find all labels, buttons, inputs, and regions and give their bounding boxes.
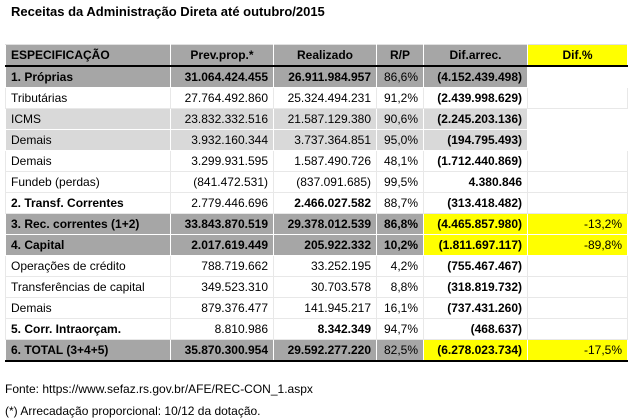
- cell-spec: 4. Capital: [6, 235, 171, 256]
- cell-prev: 8.810.986: [171, 319, 274, 340]
- cell-prev: 2.779.446.696: [171, 193, 274, 214]
- cell-difpct: [528, 256, 628, 277]
- table-row: [6, 214, 628, 235]
- cell-spec: Fundeb (perdas): [6, 172, 171, 193]
- table-row: [6, 66, 628, 88]
- cell-rp: 88,7%: [377, 193, 424, 214]
- cell-difpct: [528, 151, 628, 172]
- cell-prev: 2.017.619.449: [171, 235, 274, 256]
- cell-rp: 4,2%: [377, 256, 424, 277]
- cell-rp: 8,8%: [377, 277, 424, 298]
- cell-rp: 10,2%: [377, 235, 424, 256]
- cell-real: 141.945.217: [274, 298, 377, 319]
- cell-prev: 27.764.492.860: [171, 88, 274, 109]
- cell-difarrec: (4.152.439.498): [424, 66, 528, 88]
- cell-spec: Tributárias: [6, 88, 171, 109]
- cell-prev: 3.299.931.595: [171, 151, 274, 172]
- col-header-real: Realizado: [274, 45, 377, 67]
- cell-difpct: -89,8%: [528, 235, 628, 256]
- page-title: Receitas da Administração Direta até outubro/2015: [11, 4, 325, 19]
- cell-prev: 31.064.424.455: [171, 66, 274, 88]
- col-header-spec: ESPECIFICAÇÃO: [6, 45, 171, 67]
- col-header-difpct: Dif.%: [528, 45, 628, 67]
- cell-real: 3.737.364.851: [274, 130, 377, 151]
- table-row: [6, 88, 628, 109]
- cell-difarrec: (737.431.260): [424, 298, 528, 319]
- revenue-table: [5, 44, 628, 362]
- cell-prev: 3.932.160.344: [171, 130, 274, 151]
- cell-rp: 95,0%: [377, 130, 424, 151]
- cell-spec: 2. Transf. Correntes: [6, 193, 171, 214]
- cell-rp: 82,5%: [377, 340, 424, 362]
- cell-spec: Demais: [6, 130, 171, 151]
- col-header-difarrec: Dif.arrec.: [424, 45, 528, 67]
- cell-difarrec: (1.811.697.117): [424, 235, 528, 256]
- header-row: [6, 45, 628, 67]
- cell-real: (837.091.685): [274, 172, 377, 193]
- source-footnote: Fonte: https://www.sefaz.rs.gov.br/AFE/REC-CON_1.aspx: [5, 382, 313, 396]
- table-row: [6, 277, 628, 298]
- cell-real: 8.342.349: [274, 319, 377, 340]
- cell-difpct: -17,5%: [528, 340, 628, 362]
- cell-difarrec: 4.380.846: [424, 172, 528, 193]
- cell-prev: (841.472.531): [171, 172, 274, 193]
- cell-real: 30.703.578: [274, 277, 377, 298]
- table-row: [6, 109, 628, 130]
- cell-spec: 1. Próprias: [6, 66, 171, 88]
- cell-difpct: [528, 193, 628, 214]
- cell-rp: 86,6%: [377, 66, 424, 88]
- cell-spec: Demais: [6, 298, 171, 319]
- cell-real: 26.911.984.957: [274, 66, 377, 88]
- table-row: [6, 130, 628, 151]
- cell-prev: 35.870.300.954: [171, 340, 274, 362]
- cell-spec: 5. Corr. Intraorçam.: [6, 319, 171, 340]
- cell-real: 29.592.277.220: [274, 340, 377, 362]
- cell-difarrec: (1.712.440.869): [424, 151, 528, 172]
- table-row: [6, 172, 628, 193]
- table-row: [6, 193, 628, 214]
- cell-difpct: [528, 66, 628, 88]
- cell-prev: 33.843.870.519: [171, 214, 274, 235]
- cell-spec: Operações de crédito: [6, 256, 171, 277]
- cell-rp: 90,6%: [377, 109, 424, 130]
- table-row: [6, 235, 628, 256]
- cell-difpct: [528, 298, 628, 319]
- cell-difpct: [528, 109, 628, 130]
- cell-real: 2.466.027.582: [274, 193, 377, 214]
- table-row: [6, 298, 628, 319]
- cell-rp: 94,7%: [377, 319, 424, 340]
- cell-difarrec: (4.465.857.980): [424, 214, 528, 235]
- cell-difarrec: (468.637): [424, 319, 528, 340]
- col-header-rp: R/P: [377, 45, 424, 67]
- cell-real: 1.587.490.726: [274, 151, 377, 172]
- cell-difpct: [528, 277, 628, 298]
- cell-real: 29.378.012.539: [274, 214, 377, 235]
- cell-spec: Demais: [6, 151, 171, 172]
- cell-rp: 86,8%: [377, 214, 424, 235]
- cell-difpct: [528, 88, 628, 109]
- cell-prev: 23.832.332.516: [171, 109, 274, 130]
- cell-difpct: -13,2%: [528, 214, 628, 235]
- cell-prev: 349.523.310: [171, 277, 274, 298]
- table-row-total: [6, 340, 628, 362]
- cell-difarrec: (2.245.203.136): [424, 109, 528, 130]
- col-header-prev: Prev.prop.*: [171, 45, 274, 67]
- table-row: [6, 256, 628, 277]
- cell-spec: Transferências de capital: [6, 277, 171, 298]
- table-row: [6, 319, 628, 340]
- cell-difarrec: (2.439.998.629): [424, 88, 528, 109]
- cell-difpct: [528, 319, 628, 340]
- cell-difpct: [528, 172, 628, 193]
- cell-spec: ICMS: [6, 109, 171, 130]
- cell-rp: 16,1%: [377, 298, 424, 319]
- cell-rp: 99,5%: [377, 172, 424, 193]
- cell-spec: 6. TOTAL (3+4+5): [6, 340, 171, 362]
- cell-prev: 788.719.662: [171, 256, 274, 277]
- cell-difpct: [528, 130, 628, 151]
- cell-difarrec: (194.795.493): [424, 130, 528, 151]
- cell-rp: 91,2%: [377, 88, 424, 109]
- cell-difarrec: (318.819.732): [424, 277, 528, 298]
- cell-spec: 3. Rec. correntes (1+2): [6, 214, 171, 235]
- cell-difarrec: (313.418.482): [424, 193, 528, 214]
- cell-real: 205.922.332: [274, 235, 377, 256]
- cell-real: 33.252.195: [274, 256, 377, 277]
- cell-prev: 879.376.477: [171, 298, 274, 319]
- cell-real: 25.324.494.231: [274, 88, 377, 109]
- cell-difarrec: (755.467.467): [424, 256, 528, 277]
- note-footnote: (*) Arrecadação proporcional: 10/12 da dotação.: [5, 404, 261, 418]
- table-row: [6, 151, 628, 172]
- cell-difarrec: (6.278.023.734): [424, 340, 528, 362]
- cell-rp: 48,1%: [377, 151, 424, 172]
- cell-real: 21.587.129.380: [274, 109, 377, 130]
